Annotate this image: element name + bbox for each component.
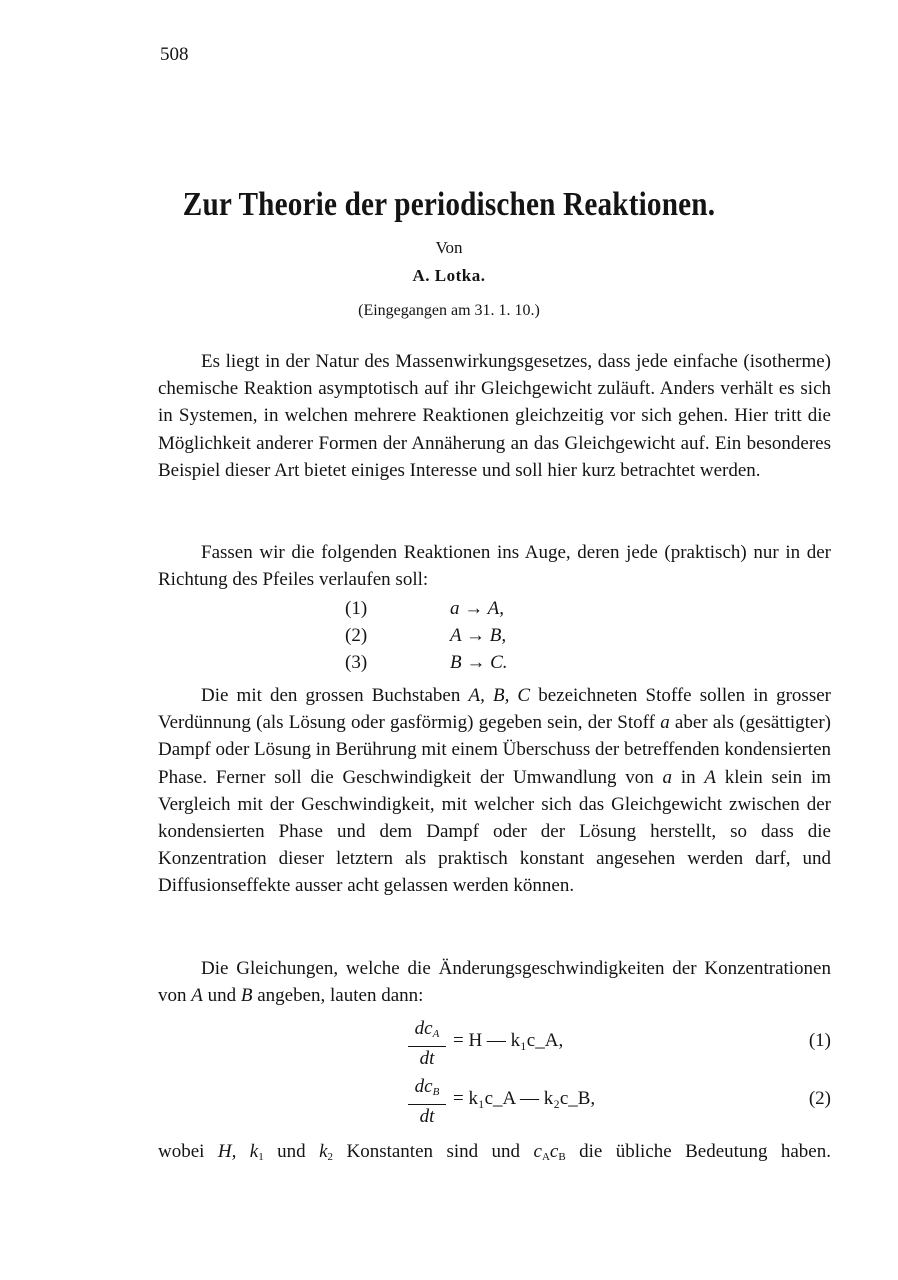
paragraph-2: Fassen wir die folgenden Reaktionen ins Auge, deren jede (praktisch) nur in der Richtung des Pfeiles verlaufen soll:: [158, 542, 831, 591]
reaction-2-number: (2): [345, 625, 368, 646]
equation-1-fraction: $dc_A$ dt: [408, 1018, 446, 1070]
received-date: (Eingegangen am 31. 1. 10.): [358, 302, 540, 319]
author: A. Lotka.: [412, 266, 486, 285]
equation-2-rhs: = k₁c_A — k₂c_B,: [453, 1088, 596, 1109]
reaction-1-number: (1): [345, 598, 368, 619]
paragraph-1: Es liegt in der Natur des Massenwirkungsgesetzes, dass jede einfache (isotherme) chemische Reaktion asymptotisch auf ihr Gleichgewicht zuläuft. Anders verhält es sich in Systemen, in welchen mehrere Reaktionen gleichzeitig vor sich gehen. Hier tritt die Möglichkeit anderer Formen der Annäherung an das Gleichgewicht auf. Ein besonderes Beispiel dieser Art bietet einiges Interesse und soll hier kurz betrachtet werden.: [158, 351, 831, 481]
reaction-3-formula: B → C.: [450, 652, 508, 673]
paper-title: Zur Theorie der periodischen Reaktionen.: [182, 186, 716, 223]
equation-1-number: (1): [808, 1030, 831, 1051]
byline-von: Von: [435, 238, 463, 257]
equation-2-number: (2): [808, 1088, 831, 1109]
paragraph-4: Die Gleichungen, welche die Änderungsgeschwindigkeiten der Konzentrationen von A und B angeben, lauten dann:: [158, 958, 831, 1007]
paragraph-3: Die mit den grossen Buchstaben A, B, C bezeichneten Stoffe sollen in grosser Verdünnung (als Lösung oder gasförmig) gegeben sein, der Stoff a aber als (gesättigter) Dampf oder Lösung in Berührung mit einem Überschuss der betreffenden kondensierten Phase. Ferner soll die Geschwindigkeit der Umwandlung von a in A klein sein im Vergleich mit der Geschwindigkeit, mit welcher sich das Gleichgewicht zwischen der kondensierten Phase und dem Dampf oder der Lösung herstellt, so dass die Konzentration dieser letztern als praktisch konstant angesehen werden darf, und Diffusionseffekte ausser acht gelassen werden können.: [158, 685, 832, 897]
equation-1: [400, 1018, 831, 1069]
equation-1-rhs: = H — k₁c_A,: [453, 1030, 564, 1051]
equation-2-fraction: $dc_B$ dt: [408, 1076, 446, 1128]
reaction-2-formula: A → B,: [450, 625, 507, 646]
page-number: 508: [160, 44, 189, 65]
equation-2: [400, 1076, 831, 1127]
reaction-3-number: (3): [345, 652, 368, 673]
paragraph-5: wobei H, $k_1$ und $k_2$ Konstanten sind und $c_Ac_B$ die übliche Bedeutung haben.: [158, 1141, 831, 1163]
reaction-1-formula: a → A,: [450, 598, 505, 619]
